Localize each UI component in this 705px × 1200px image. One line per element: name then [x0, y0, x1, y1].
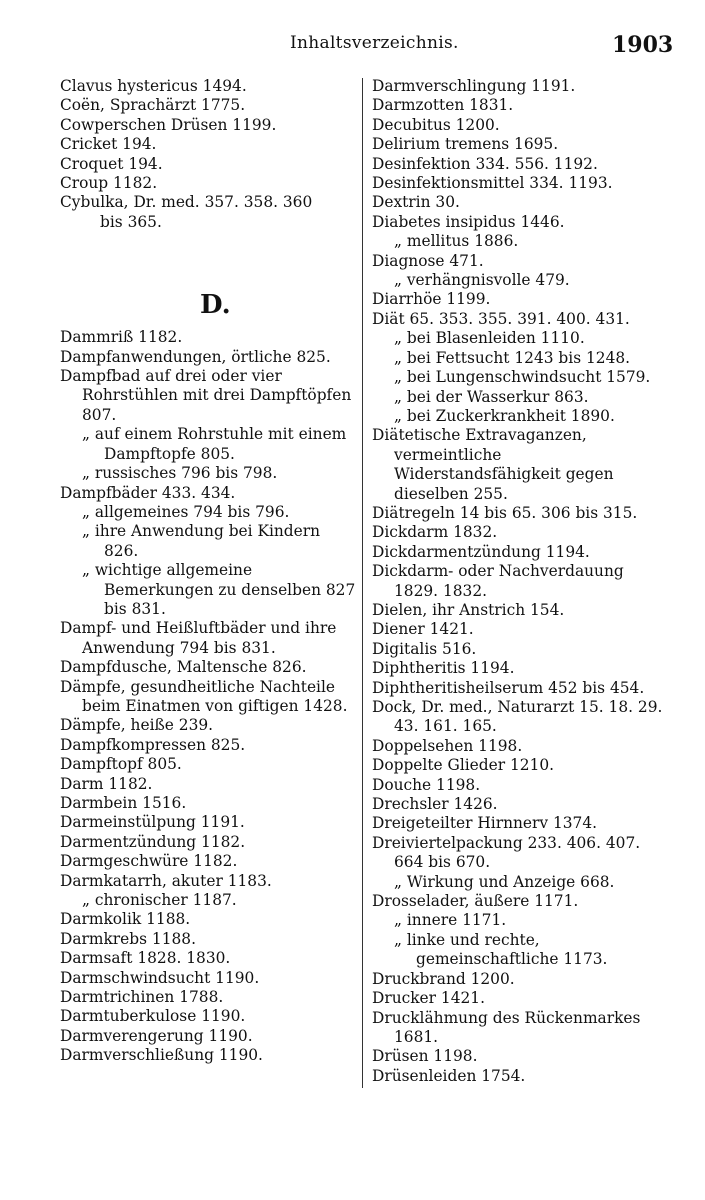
left-column	[60, 77, 356, 1066]
index-entry: Dämpfe, heiße 239.	[60, 716, 214, 735]
index-entry: Darmzotten 1831.	[372, 96, 514, 115]
index-entry: „ bei Fettsucht 1243 bis 1248.	[394, 348, 631, 367]
index-entry: Dampfanwendungen, örtliche 825.	[60, 347, 331, 366]
index-entry: Diabetes insipidus 1446.	[372, 212, 565, 231]
index-entry: „ russisches 796 bis 798.	[82, 464, 278, 483]
index-entry: Diarrhöe 1199.	[372, 290, 491, 309]
index-entry: Dickdarmentzündung 1194.	[372, 542, 590, 561]
index-entry: Diagnose 471.	[372, 251, 484, 270]
index-entry: Drüsen 1198.	[372, 1047, 478, 1066]
entries-d-continued	[372, 77, 672, 1086]
index-entry: „ bei Lungenschwindsucht 1579.	[394, 368, 651, 387]
index-entry: Darmverschließung 1190.	[60, 1046, 263, 1065]
index-entry: „ chronischer 1187.	[82, 891, 237, 910]
page-title: Inhaltsverzeichnis.	[290, 33, 459, 53]
index-entry: Darm 1182.	[60, 774, 153, 793]
index-entry: Darmverengerung 1190.	[60, 1026, 253, 1045]
index-entry: „ bei der Wasserkur 863.	[394, 387, 589, 406]
entries-c	[60, 77, 356, 232]
entries-d	[60, 328, 356, 1065]
index-entry: Croquet 194.	[60, 154, 163, 173]
index-entry: „ bei Zuckerkrankheit 1890.	[394, 406, 615, 425]
column-divider	[362, 78, 363, 1088]
index-entry: Drüsenleiden 1754.	[372, 1066, 526, 1085]
index-entry: „ wichtige allgemeine Bemerkungen zu denselben 827 bis 831.	[82, 561, 356, 618]
index-entry: Douche 1198.	[372, 775, 481, 794]
index-entry: Dampfbäder 433. 434.	[60, 483, 236, 502]
index-entry: Dock, Dr. med., Naturarzt 15. 18. 29. 43. 161. 165.	[372, 698, 663, 736]
right-column	[372, 77, 672, 1086]
index-entry: Digitalis 516.	[372, 639, 477, 658]
index-entry: Dammriß 1182.	[60, 328, 183, 347]
index-entry: „ bei Blasenleiden 1110.	[394, 329, 585, 348]
index-entry: Diphtheritisheilserum 452 bis 454.	[372, 678, 645, 697]
index-entry: Darmverschlingung 1191.	[372, 77, 576, 95]
index-entry: Dreiviertelpackung 233. 406. 407. 664 bis 670.	[372, 833, 641, 872]
index-entry: Druckbrand 1200.	[372, 969, 515, 988]
index-entry: Dreigeteilter Hirnnerv 1374.	[372, 814, 598, 833]
index-entry: Darmsaft 1828. 1830.	[60, 949, 231, 968]
index-entry: „ innere 1171.	[394, 911, 507, 930]
index-entry: Dampfkompressen 825.	[60, 735, 246, 754]
index-entry: Dampftopf 805.	[60, 755, 182, 774]
index-entry: Drucker 1421.	[372, 989, 485, 1008]
index-entry: bis 365.	[100, 212, 162, 231]
index-entry: Drucklähmung des Rückenmarkes 1681.	[372, 1008, 641, 1046]
index-entry: Drechsler 1426.	[372, 795, 498, 814]
index-entry: „ Wirkung und Anzeige 668.	[394, 872, 615, 891]
index-entry: „ linke und rechte, gemeinschaftliche 1173.	[394, 930, 608, 969]
index-entry: Coën, Sprachärzt 1775.	[60, 96, 246, 115]
index-entry: Desinfektionsmittel 334. 1193.	[372, 174, 613, 193]
index-entry: Dickdarm- oder Nachverdauung 1829. 1832.	[372, 562, 624, 600]
index-entry: Darmtuberkulose 1190.	[60, 1007, 246, 1026]
index-entry: Desinfektion 334. 556. 1192.	[372, 154, 598, 173]
index-entry: „ allgemeines 794 bis 796.	[82, 502, 290, 521]
index-entry: Drosselader, äußere 1171.	[372, 892, 579, 911]
index-entry: Diätetische Extravaganzen, vermeintliche Widerstandsfähigkeit gegen dieselben 255.	[372, 426, 614, 503]
index-entry: Diphtheritis 1194.	[372, 659, 515, 678]
index-entry: Dickdarm 1832.	[372, 523, 498, 542]
page-number: 1903	[612, 32, 674, 58]
index-entry: Darmkrebs 1188.	[60, 929, 196, 948]
index-entry: Dielen, ihr Anstrich 154.	[372, 600, 565, 619]
index-entry: Diener 1421.	[372, 620, 474, 639]
index-entry: Darmbein 1516.	[60, 794, 187, 812]
index-entry: „ verhängnisvolle 479.	[394, 271, 570, 290]
index-entry: „ auf einem Rohrstuhle mit einem Dampftopfe 805.	[82, 425, 347, 463]
index-entry: Darmentzündung 1182.	[60, 832, 246, 851]
index-entry: Dämpfe, gesundheitliche Nachteile beim Einatmen von giftigen 1428.	[60, 677, 348, 715]
index-entry: Doppelsehen 1198.	[372, 736, 523, 755]
index-entry: Cowperschen Drüsen 1199.	[60, 115, 277, 134]
index-entry: Darmkatarrh, akuter 1183.	[60, 871, 272, 890]
index-entry: Dampfdusche, Maltensche 826.	[60, 658, 307, 677]
index-entry: Dextrin 30.	[372, 193, 460, 212]
index-entry: Cybulka, Dr. med. 357. 358. 360	[60, 193, 313, 212]
index-entry: Darmkolik 1188.	[60, 910, 191, 929]
index-entry: Darmeinstülpung 1191.	[60, 813, 245, 832]
index-entry: Darmgeschwüre 1182.	[60, 852, 238, 871]
index-entry: Darmschwindsucht 1190.	[60, 968, 260, 987]
index-entry: „ mellitus 1886.	[394, 232, 519, 251]
section-letter: D.	[200, 290, 231, 321]
index-entry: Cricket 194.	[60, 135, 157, 154]
index-entry: Diätregeln 14 bis 65. 306 bis 315.	[372, 503, 638, 522]
index-entry: Decubitus 1200.	[372, 115, 500, 134]
index-entry: Croup 1182.	[60, 174, 158, 193]
index-entry: Doppelte Glieder 1210.	[372, 756, 555, 775]
index-entry: Clavus hystericus 1494.	[60, 77, 247, 95]
index-entry: Darmtrichinen 1788.	[60, 988, 224, 1007]
index-entry: Dampfbad auf drei oder vier Rohrstühlen mit drei Dampftöpfen 807.	[60, 367, 352, 424]
index-entry: „ ihre Anwendung bei Kindern 826.	[82, 522, 321, 560]
index-entry: Delirium tremens 1695.	[372, 135, 559, 154]
index-entry: Diät 65. 353. 355. 391. 400. 431.	[372, 309, 630, 328]
index-entry: Dampf- und Heißluftbäder und ihre Anwendung 794 bis 831.	[60, 619, 337, 657]
